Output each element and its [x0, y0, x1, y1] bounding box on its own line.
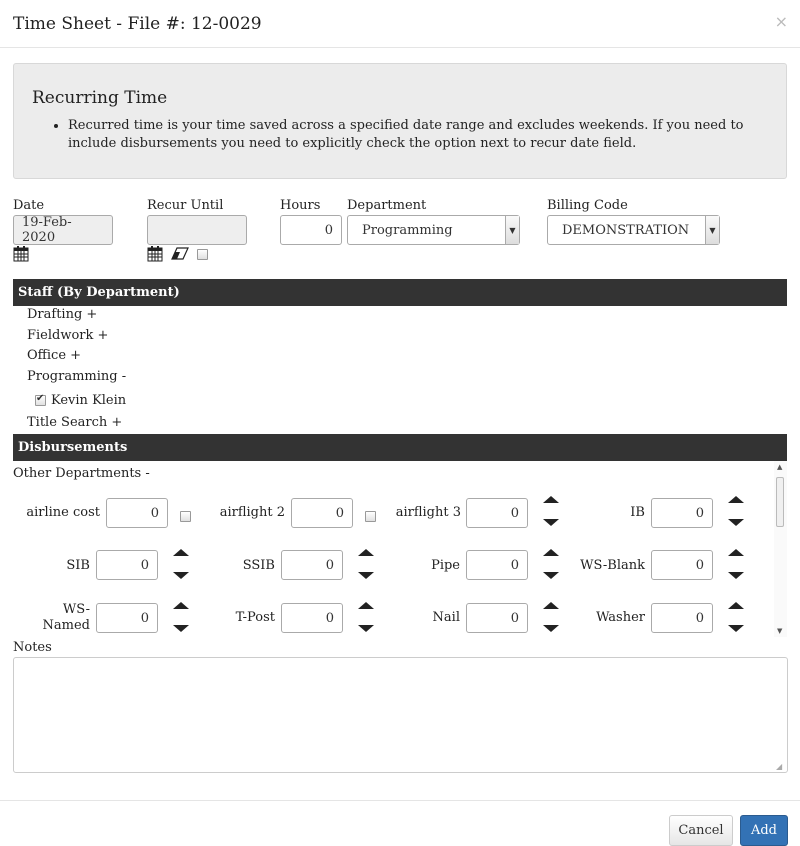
department-toggle-office[interactable]: Office + — [27, 348, 82, 363]
staff-checkbox-kevin-klein[interactable] — [35, 395, 46, 406]
arrow-up-icon[interactable] — [543, 602, 559, 609]
disbursement-label: airflight 3 — [395, 505, 461, 520]
disbursement-stepper[interactable] — [358, 549, 374, 579]
footer-divider — [0, 800, 800, 801]
arrow-down-icon[interactable] — [173, 625, 189, 632]
arrow-up-icon[interactable] — [173, 602, 189, 609]
staff-section-header: Staff (By Department) — [13, 279, 787, 306]
close-icon[interactable]: × — [774, 12, 788, 31]
recur-until-label: Recur Until — [147, 198, 224, 213]
disbursement-input[interactable]: 0 — [466, 603, 528, 633]
scroll-up-icon[interactable]: ▲ — [777, 463, 783, 471]
eraser-icon[interactable] — [171, 247, 189, 265]
date-label: Date — [13, 198, 45, 213]
disbursement-input[interactable]: 0 — [106, 498, 168, 528]
chevron-down-icon: ▼ — [705, 216, 719, 244]
modal-header — [0, 0, 800, 48]
arrow-up-icon[interactable] — [728, 602, 744, 609]
disbursement-input[interactable]: 0 — [291, 498, 353, 528]
arrow-up-icon[interactable] — [173, 549, 189, 556]
staff-name: Kevin Klein — [51, 393, 127, 408]
arrow-down-icon[interactable] — [728, 572, 744, 579]
add-button[interactable]: Add — [740, 815, 788, 846]
disbursement-label: WS- Named — [42, 602, 90, 633]
calendar-icon[interactable] — [147, 246, 163, 266]
disbursement-input[interactable]: 0 — [96, 603, 158, 633]
disbursement-input[interactable]: 0 — [466, 498, 528, 528]
arrow-down-icon[interactable] — [543, 519, 559, 526]
arrow-down-icon[interactable] — [173, 572, 189, 579]
arrow-up-icon[interactable] — [728, 496, 744, 503]
disbursement-input[interactable]: 0 — [281, 550, 343, 580]
disbursement-label: airline cost — [26, 505, 100, 520]
disbursement-stepper[interactable] — [543, 602, 559, 632]
disbursement-group-toggle[interactable]: Other Departments - — [13, 466, 150, 481]
disbursement-label: T-Post — [235, 610, 275, 625]
disbursement-stepper[interactable] — [173, 549, 189, 579]
scrollbar-thumb[interactable] — [776, 477, 784, 527]
disbursement-label: IB — [630, 505, 645, 520]
department-selected-value: Programming — [362, 222, 453, 238]
info-bullet: • Recurred time is your time saved across a specified date range and excludes weekends. If you need to include disbursements you need to explicitly check the option next to recur date field. — [68, 117, 768, 153]
arrow-down-icon[interactable] — [543, 625, 559, 632]
arrow-down-icon[interactable] — [358, 572, 374, 579]
hours-label: Hours — [280, 198, 321, 213]
billing-code-selected-value: DEMONSTRATION — [562, 222, 690, 238]
info-list — [32, 117, 768, 153]
disbursement-stepper[interactable] — [728, 549, 744, 579]
disbursement-stepper[interactable] — [728, 602, 744, 632]
arrow-up-icon[interactable] — [543, 549, 559, 556]
disbursements-scrollbar[interactable] — [774, 461, 787, 637]
disbursement-stepper[interactable] — [728, 496, 744, 526]
arrow-up-icon[interactable] — [358, 602, 374, 609]
arrow-down-icon[interactable] — [728, 625, 744, 632]
date-input[interactable]: 19-Feb-2020 — [13, 215, 113, 245]
department-label: Department — [347, 198, 427, 213]
disbursement-label: Washer — [596, 610, 645, 625]
department-toggle-drafting[interactable]: Drafting + — [27, 307, 98, 322]
disbursement-label: airflight 2 — [219, 505, 285, 520]
department-select[interactable] — [347, 215, 520, 245]
disbursement-checkbox[interactable] — [365, 511, 376, 522]
disbursement-input[interactable]: 0 — [96, 550, 158, 580]
recur-disbursements-checkbox[interactable] — [197, 249, 208, 260]
disbursement-input[interactable]: 0 — [651, 550, 713, 580]
disbursements-section-header: Disbursements — [13, 434, 787, 461]
billing-code-label: Billing Code — [547, 198, 628, 213]
disbursement-stepper[interactable] — [358, 602, 374, 632]
disbursement-label: SIB — [66, 558, 90, 573]
cancel-button[interactable]: Cancel — [669, 815, 733, 846]
disbursement-stepper[interactable] — [173, 602, 189, 632]
modal-title: Time Sheet - File #: 12-0029 — [13, 13, 262, 34]
disbursement-input[interactable]: 0 — [651, 498, 713, 528]
disbursements-scroll-area[interactable] — [13, 461, 787, 637]
disbursement-stepper[interactable] — [543, 496, 559, 526]
arrow-down-icon[interactable] — [358, 625, 374, 632]
disbursement-input[interactable]: 0 — [281, 603, 343, 633]
disbursement-checkbox[interactable] — [180, 511, 191, 522]
notes-label: Notes — [13, 640, 52, 655]
recur-until-input[interactable] — [147, 215, 247, 245]
scroll-down-icon[interactable]: ▼ — [777, 627, 783, 635]
arrow-down-icon[interactable] — [728, 519, 744, 526]
resize-grip-icon[interactable]: ◢ — [776, 762, 783, 771]
disbursement-label: SSIB — [242, 558, 275, 573]
notes-textarea[interactable] — [13, 657, 788, 773]
disbursement-input[interactable]: 0 — [651, 603, 713, 633]
arrow-up-icon[interactable] — [543, 496, 559, 503]
arrow-down-icon[interactable] — [543, 572, 559, 579]
department-toggle-title-search[interactable]: Title Search + — [27, 415, 123, 430]
chevron-down-icon: ▼ — [505, 216, 519, 244]
arrow-up-icon[interactable] — [358, 549, 374, 556]
department-toggle-programming[interactable]: Programming - — [27, 369, 127, 384]
department-toggle-fieldwork[interactable]: Fieldwork + — [27, 328, 109, 343]
billing-code-select[interactable] — [547, 215, 720, 245]
disbursement-label: Pipe — [431, 558, 460, 573]
arrow-up-icon[interactable] — [728, 549, 744, 556]
calendar-icon[interactable] — [13, 246, 29, 266]
disbursement-input[interactable]: 0 — [466, 550, 528, 580]
disbursement-label: WS-Blank — [580, 558, 645, 573]
disbursement-stepper[interactable] — [543, 549, 559, 579]
info-heading: Recurring Time — [32, 88, 168, 108]
disbursement-label: Nail — [432, 610, 460, 625]
recurring-time-info — [13, 63, 787, 179]
hours-input[interactable]: 0 — [280, 215, 342, 245]
